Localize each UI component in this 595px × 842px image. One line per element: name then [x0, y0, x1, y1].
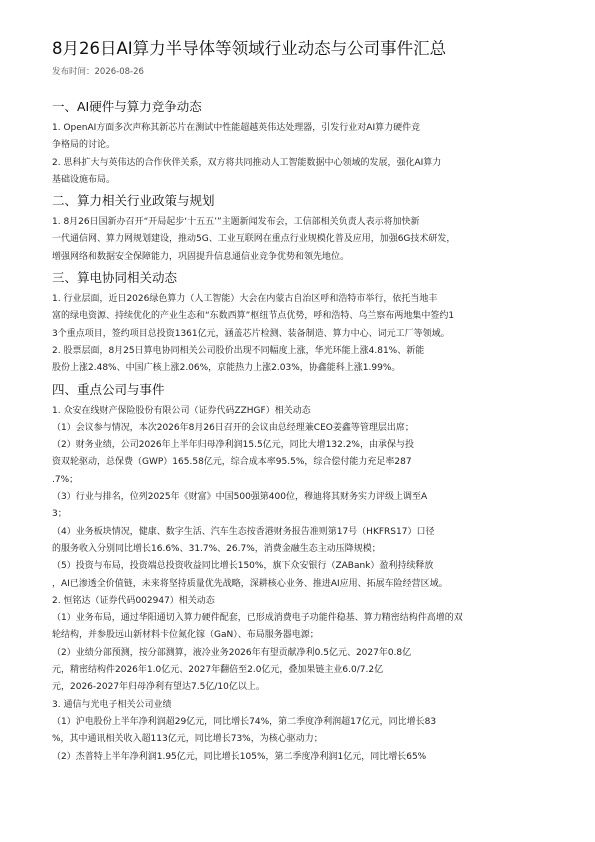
paragraph-line: 的服务收入分别同比增长16.6%、31.7%、26.7%，消费金融生态主动压降规模；	[52, 543, 381, 554]
section-heading: 三、算电协同相关动态	[52, 270, 178, 286]
paragraph-line: 元，精密结构件2026年1.0亿元、2027年翻倍至2.0亿元，叠加果链主业6.0/7.2亿	[52, 665, 384, 676]
section-spacer	[52, 766, 595, 769]
paragraph-line: （2）杰普特上半年净利润1.95亿元，同比增长105%，第二季度净利润1亿元，同比增长65%	[52, 751, 427, 762]
paragraph-line: 2. 股票层面，8月25日算电协同相关公司股价出现不同幅度上涨，华光环能上涨4.81%、新能	[52, 345, 425, 356]
paragraph-line: （3）行业与排名，位列2025年《财富》中国500强第400位，穆迪将其财务实力评级上调至A	[52, 492, 428, 503]
section-3	[52, 269, 595, 380]
paragraph-line: 增强网络和数据安全保障能力，巩固提升信息通信业竞争优势和领先地位。	[52, 251, 350, 262]
document-body	[52, 98, 595, 769]
section-heading: 二、算力相关行业政策与规划	[52, 193, 215, 209]
section-heading: 四、重点公司与事件	[52, 381, 165, 397]
paragraph-line: 股份上涨2.48%、中国广核上涨2.06%，京能热力上涨2.03%，协鑫能科上涨1.99%。	[52, 363, 401, 374]
paragraph-line: （1）会议参与情况，本次2026年8月26日召开的会议由总经理兼CEO姜鑫等管理层出席；	[52, 422, 414, 433]
paragraph-line: 2. 思科扩大与英伟达的合作伙伴关系，双方将共同推动人工智能数据中心领域的发展，强化AI算力	[52, 157, 442, 168]
paragraph-line: （1）业务布局，通过华阳通切入算力硬件配套，已形成消费电子功能件稳基、算力精密结构件高增的双	[52, 613, 463, 624]
paragraph-line: 1. 众安在线财产保险股份有限公司（证券代码ZZHGF）相关动态	[52, 405, 311, 416]
paragraph-line: 一代通信网、算力网规划建设，推动5G、工业互联网在重点行业规模化普及应用，加强6G技术研发，	[52, 234, 456, 245]
paragraph-line: （5）投资与布局，投资端总投资收益同比增长150%，旗下众安银行（ZABank）盈利持续释放	[52, 561, 434, 572]
section-heading: 一、AI硬件与算力竞争动态	[52, 99, 202, 114]
paragraph-line: （2）业绩分部预测，按分部测算，液冷业务2026年有望贡献净利0.5亿元、2027年0.8亿	[52, 647, 412, 658]
paragraph-line: 3个重点项目，签约项目总投资1361亿元，涵盖芯片检测、装备制造、算力中心、词元工厂等领域。	[52, 328, 450, 339]
publish-date: 发布时间：2026-08-26	[52, 67, 144, 77]
page-title: 8月26日AI算力半导体等领域行业动态与公司事件汇总	[52, 39, 447, 58]
paragraph-line: （2）财务业绩，公司2026年上半年归母净利润15.5亿元，同比大增132.2%，由承保与投	[52, 440, 414, 451]
paragraph-line: 3. 通信与光电子相关公司业绩	[52, 699, 172, 710]
paragraph-line: 富的绿电资源、持续优化的产业生态和“东数西算”枢纽节点优势，呼和浩特、乌兰察布两地集中签约1	[52, 311, 455, 322]
paragraph-line: 争格局的讨论。	[52, 140, 116, 151]
paragraph-line: 1. 行业层面，近日2026绿色算力（人工智能）大会在内蒙古自治区呼和浩特市举行，依托当地丰	[52, 294, 438, 305]
section-4	[52, 381, 595, 769]
section-2	[52, 192, 595, 269]
paragraph-line: 1. 8月26日国新办召开“开局起步‘十五五’”主题新闻发布会，工信部相关负责人表示将加快新	[52, 217, 420, 228]
paragraph-line: 基础设施布局。	[52, 174, 116, 185]
paragraph-line: ，AI已渗透全价值链，未来将坚持质量优先战略，深耕核心业务、推进AI应用、拓展车险经营区域。	[52, 578, 448, 589]
paragraph-line: （1）沪电股份上半年净利润超29亿元，同比增长74%，第二季度净利润超17亿元，同比增长83	[52, 716, 437, 727]
paragraph-line: （4）业务板块情况，健康、数字生活、汽车生态按香港财务报告准则第17号（HKFRS17）口径	[52, 526, 435, 537]
paragraph-line: 元，2026-2027年归母净利有望达7.5亿/10亿以上。	[52, 682, 265, 693]
section-1	[52, 98, 595, 192]
paragraph-line: %，其中通讯相关收入超113亿元，同比增长73%，为核心驱动力；	[52, 734, 323, 745]
paragraph-line: 资双轮驱动，总保费（GWP）165.58亿元，综合成本率95.5%，综合偿付能力充足率287	[52, 457, 412, 468]
paragraph-line: 3；	[52, 509, 67, 520]
paragraph-line: 1. OpenAI方面多次声称其新芯片在测试中性能超越英伟达处理器，引发行业对AI算力硬件竞	[52, 123, 421, 133]
paragraph-line: 2. 恒铭达（证券代码002947）相关动态	[52, 595, 215, 606]
paragraph-line: 轮结构，并参股远山新材料卡位氮化镓（GaN）、布局服务器电源；	[52, 630, 319, 641]
paragraph-line: .7%；	[52, 474, 79, 485]
